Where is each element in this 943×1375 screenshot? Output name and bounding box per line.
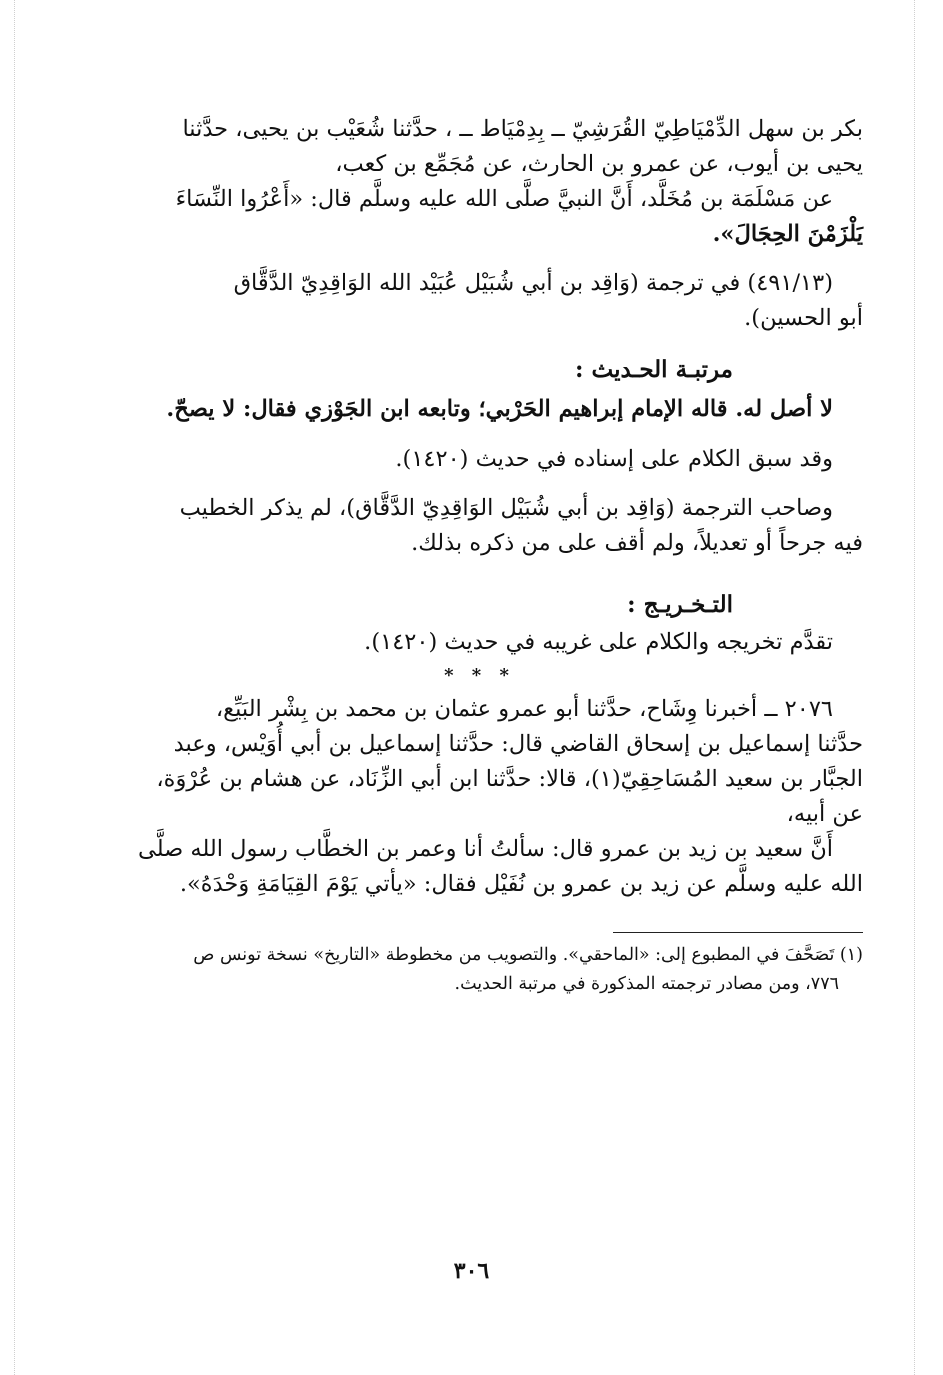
text-line: يَلْزَمْنَ الحِجَالَ». — [712, 221, 863, 247]
text-line: ٢٠٧٦ ــ أخبرنا وِشَاح، حدَّثنا أبو عمرو عثمان بن محمد بن بِشْر البَيِّع، — [215, 696, 833, 722]
footnote — [96, 941, 863, 999]
text-line: (٤٩١/١٣) في ترجمة (وَاقِد بن أبي شُبَيْل عُبَيْد الله الوَاقِدِيّ الدَّقَّاق — [233, 270, 833, 296]
paragraph-tarjama-reference — [96, 266, 863, 336]
text-line: عن مَسْلَمَة بن مُخَلَّد، أَنَّ النبيَّ صلَّى الله عليه وسلَّم قال: «أَعْرُوا النِّسَاءَ — [175, 186, 833, 212]
text-line: أبو الحسين). — [744, 305, 863, 331]
text-line: الله عليه وسلَّم عن زيد بن عمرو بن نُفَيْل فقال: «يأتي يَوْمَ القِيَامَةِ وَحْدَهُ». — [179, 871, 863, 897]
text-line: يحيى بن أيوب، عن عمرو بن الحارث، عن مُجَمِّع بن كعب، — [335, 151, 863, 177]
text-line: بكر بن سهل الدِّمْيَاطِيّ القُرَشِيّ ــ بِدِمْيَاط ــ ، حدَّثنا شُعَيْب بن يحيى، حدَّثنا — [182, 116, 863, 142]
footnote-divider — [613, 932, 863, 933]
text-line: أَنَّ سعيد بن زيد بن عمرو قال: سألتُ أنا وعمر بن الخطَّاب رسول الله صلَّى — [137, 836, 833, 862]
paragraph-hadith-2076-isnad — [96, 692, 863, 832]
heading-rank: مرتبـة الحـديث : — [575, 356, 733, 383]
scan-edge-right — [914, 0, 915, 1375]
heading-takhrij: التـخـريـج : — [627, 591, 733, 618]
footnote-line: (١) تَصَحَّفَ في المطبوع إلى: «الماحقي». والتصويب من مخطوطة «التاريخ» نسخة تونس ص — [193, 945, 863, 965]
text-line: عن أبيه، — [786, 801, 863, 827]
paragraph-isnad-continued — [96, 112, 863, 182]
rank-verdict: لا أصل له. قاله الإمام إبراهيم الحَرْبي؛ وتابعه ابن الجَوْزي فقال: لا يصحّ. — [166, 396, 833, 422]
text-line: وصاحب الترجمة (وَاقِد بن أبي شُبَيْل الوَاقِدِيّ الدَّقَّاق)، لم يذكر الخطيب — [179, 495, 833, 521]
text-line: حدَّثنا إسماعيل بن إسحاق القاضي قال: حدَّثنا إسماعيل بن أبي أُوَيْس، وعبد — [173, 731, 863, 757]
takhrij-text: تقدَّم تخريجه والكلام على غريبه في حديث (١٤٢٠). — [364, 629, 833, 655]
text-line: فيه جرحاً أو تعديلاً، ولم أقف على من ذكره بذلك. — [411, 530, 863, 556]
paragraph-hadith-matn — [96, 182, 863, 252]
section-separator: * * * — [444, 665, 515, 686]
text-line: الجبَّار بن سعيد المُسَاحِقِيّ(١)، قالا: حدَّثنا ابن أبي الزِّنَاد، عن هشام بن عُرْوَة، — [156, 766, 863, 792]
rank-note: وقد سبق الكلام على إسناده في حديث (١٤٢٠). — [395, 446, 833, 472]
footnote-line: ٧٧٦، ومن مصادر ترجمته المذكورة في مرتبة الحديث. — [454, 974, 839, 994]
page-number: ٣٠٦ — [453, 1258, 490, 1284]
scan-edge-left — [14, 0, 15, 1375]
paragraph-narrator-note — [96, 491, 863, 561]
paragraph-hadith-2076-matn — [96, 832, 863, 902]
